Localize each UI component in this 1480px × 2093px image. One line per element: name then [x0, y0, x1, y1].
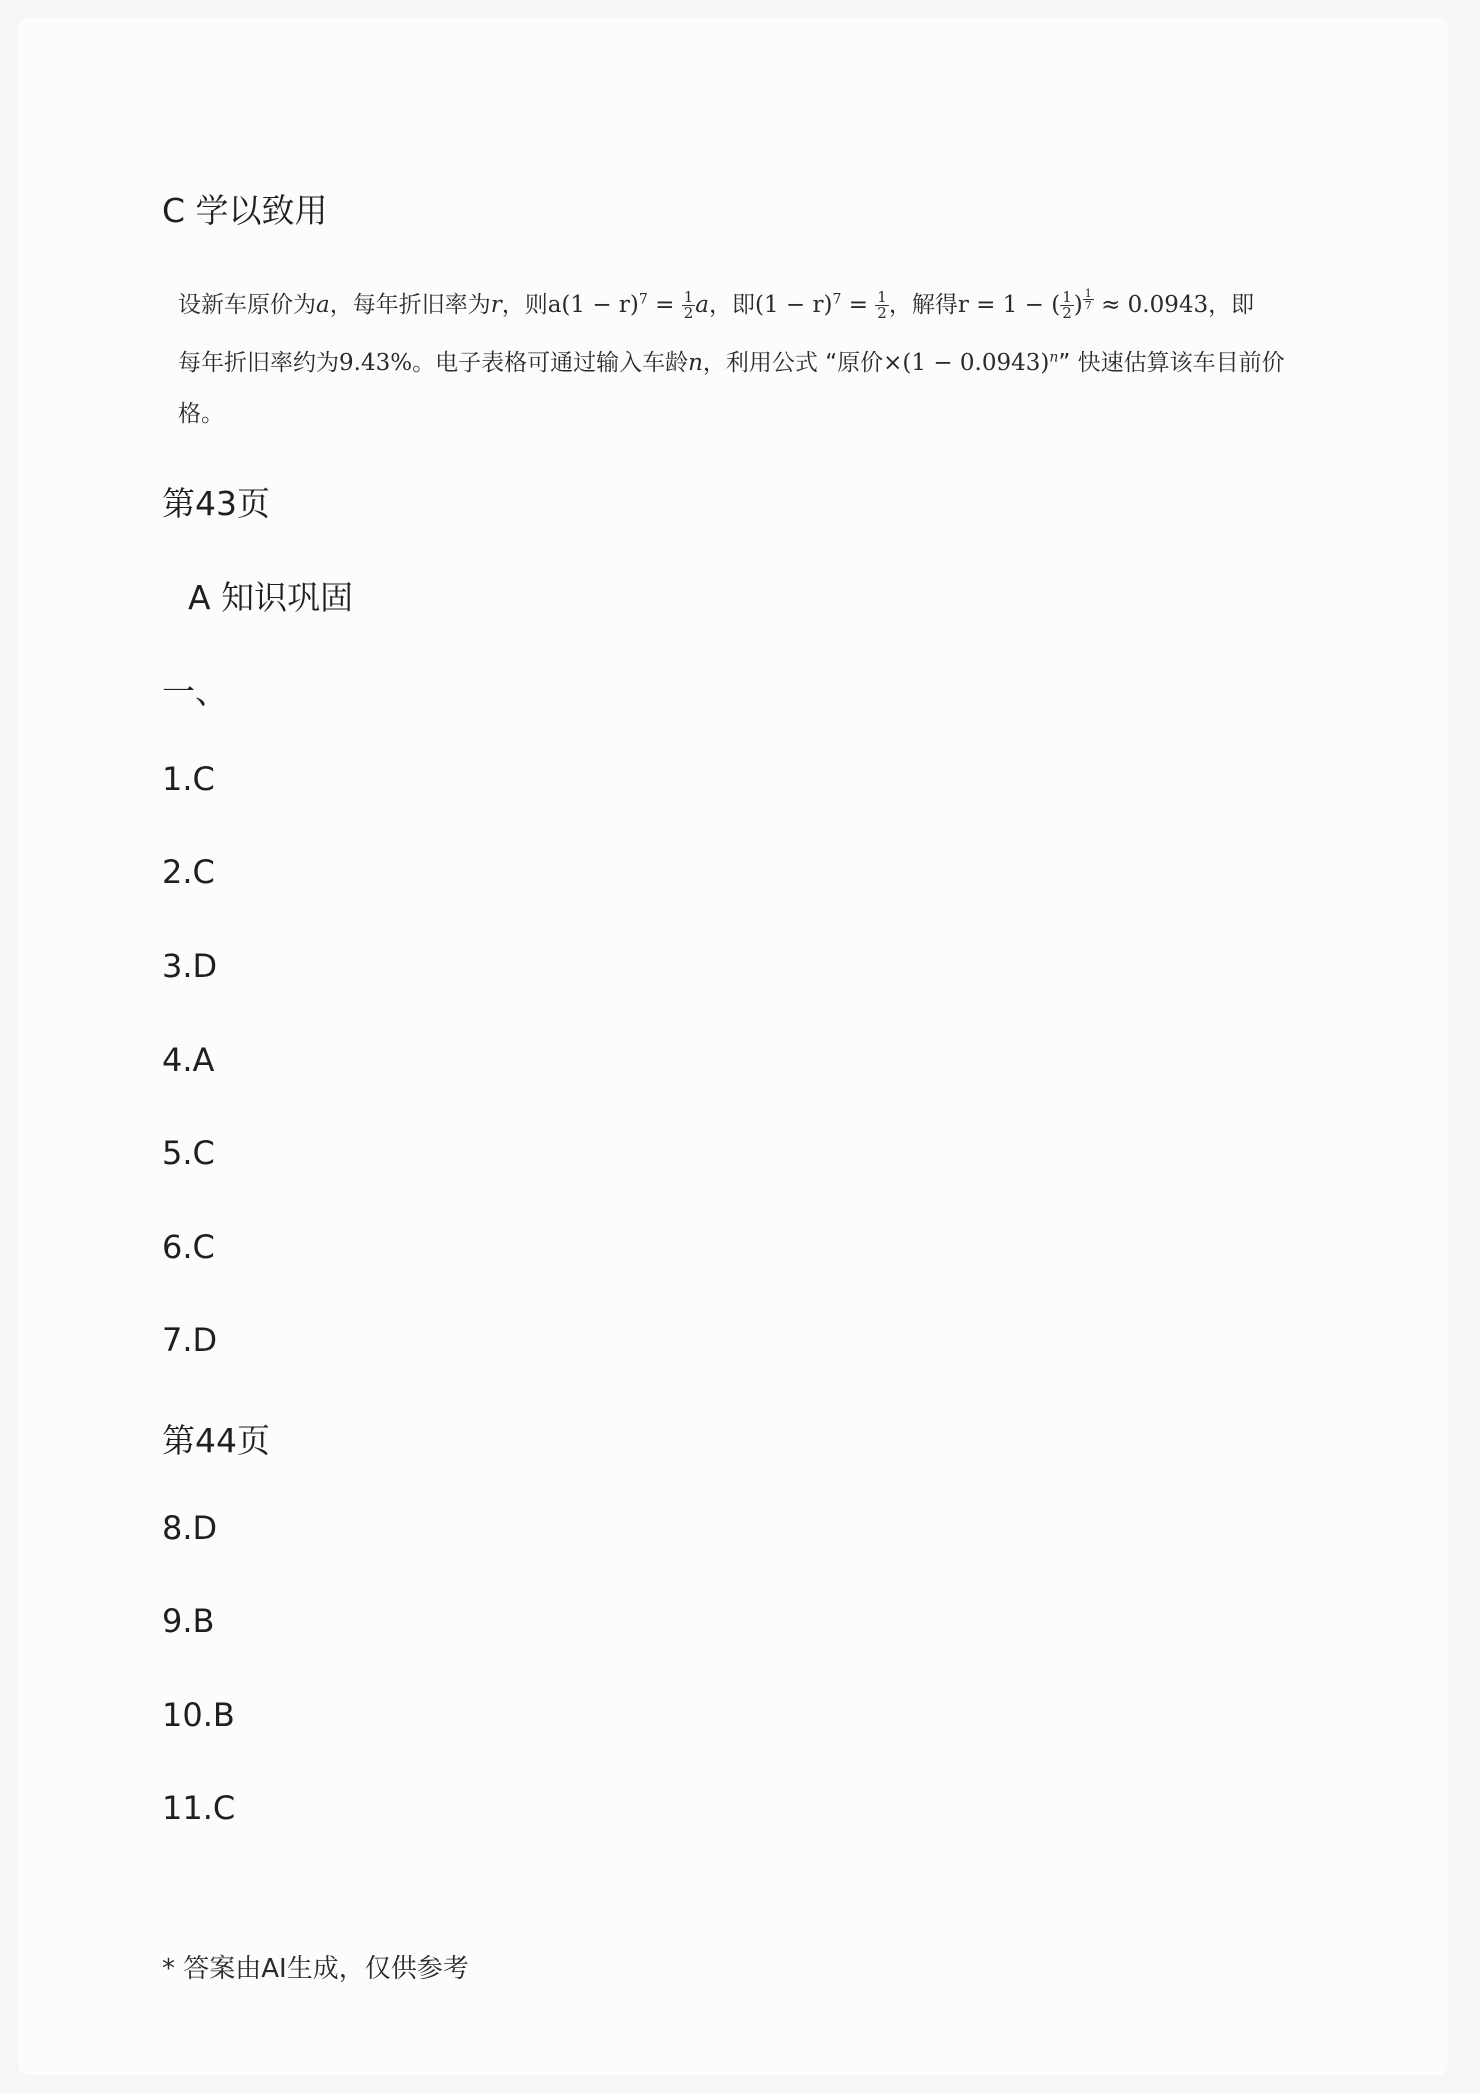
page-44-title: 第44页	[162, 1421, 270, 1460]
answer-item: 11.C	[162, 1789, 236, 1827]
answer-item: 4.A	[162, 1041, 215, 1079]
solution-line-3: 格。	[178, 401, 224, 427]
answer-item: 5.C	[162, 1134, 215, 1172]
solution-line-1: 设新车原价为a，每年折旧率为r，则$a(1 - r)^7$ = $\frac{1}{2}$ a，即$(1 - r)^7$ = $\frac{1}{2}$ ，解得r = 1 − ( $\frac{1}{2}$ ) $^{\frac{1}{7}}$ ≈ 0.0943，即	[178, 286, 1255, 322]
answer-item: 8.D	[162, 1509, 218, 1547]
answer-item: 6.C	[162, 1228, 215, 1266]
fraction-one-half: $\frac{1}{2}$	[1062, 288, 1072, 322]
solution-line-2: 每年折旧率约为9.43%。电子表格可通过输入车龄n，利用公式 “原价$\times(1 - 0.0943)^n$” 快速估算该车目前价	[178, 349, 1285, 376]
answer-item: 7.D	[162, 1321, 218, 1359]
answer-item: 9.B	[162, 1602, 215, 1640]
fraction-one-seventh: 1 7	[1084, 286, 1092, 312]
answer-item: 1.C	[162, 760, 215, 798]
section-a-title: A 知识巩固	[188, 578, 354, 617]
section-c-title: C 学以致用	[162, 191, 328, 230]
answer-item: 3.D	[162, 947, 218, 985]
fraction-one-half: $\frac{1}{2}$	[877, 288, 887, 322]
ai-disclaimer-note: * 答案由AI生成，仅供参考	[162, 1954, 469, 1984]
part-one-label: 一、	[162, 672, 228, 711]
answer-item: 10.B	[162, 1696, 235, 1734]
document-page	[18, 18, 1448, 2075]
page-43-title: 第43页	[162, 484, 270, 523]
answer-item: 2.C	[162, 853, 215, 891]
fraction-one-half: $\frac{1}{2}$	[683, 288, 694, 322]
